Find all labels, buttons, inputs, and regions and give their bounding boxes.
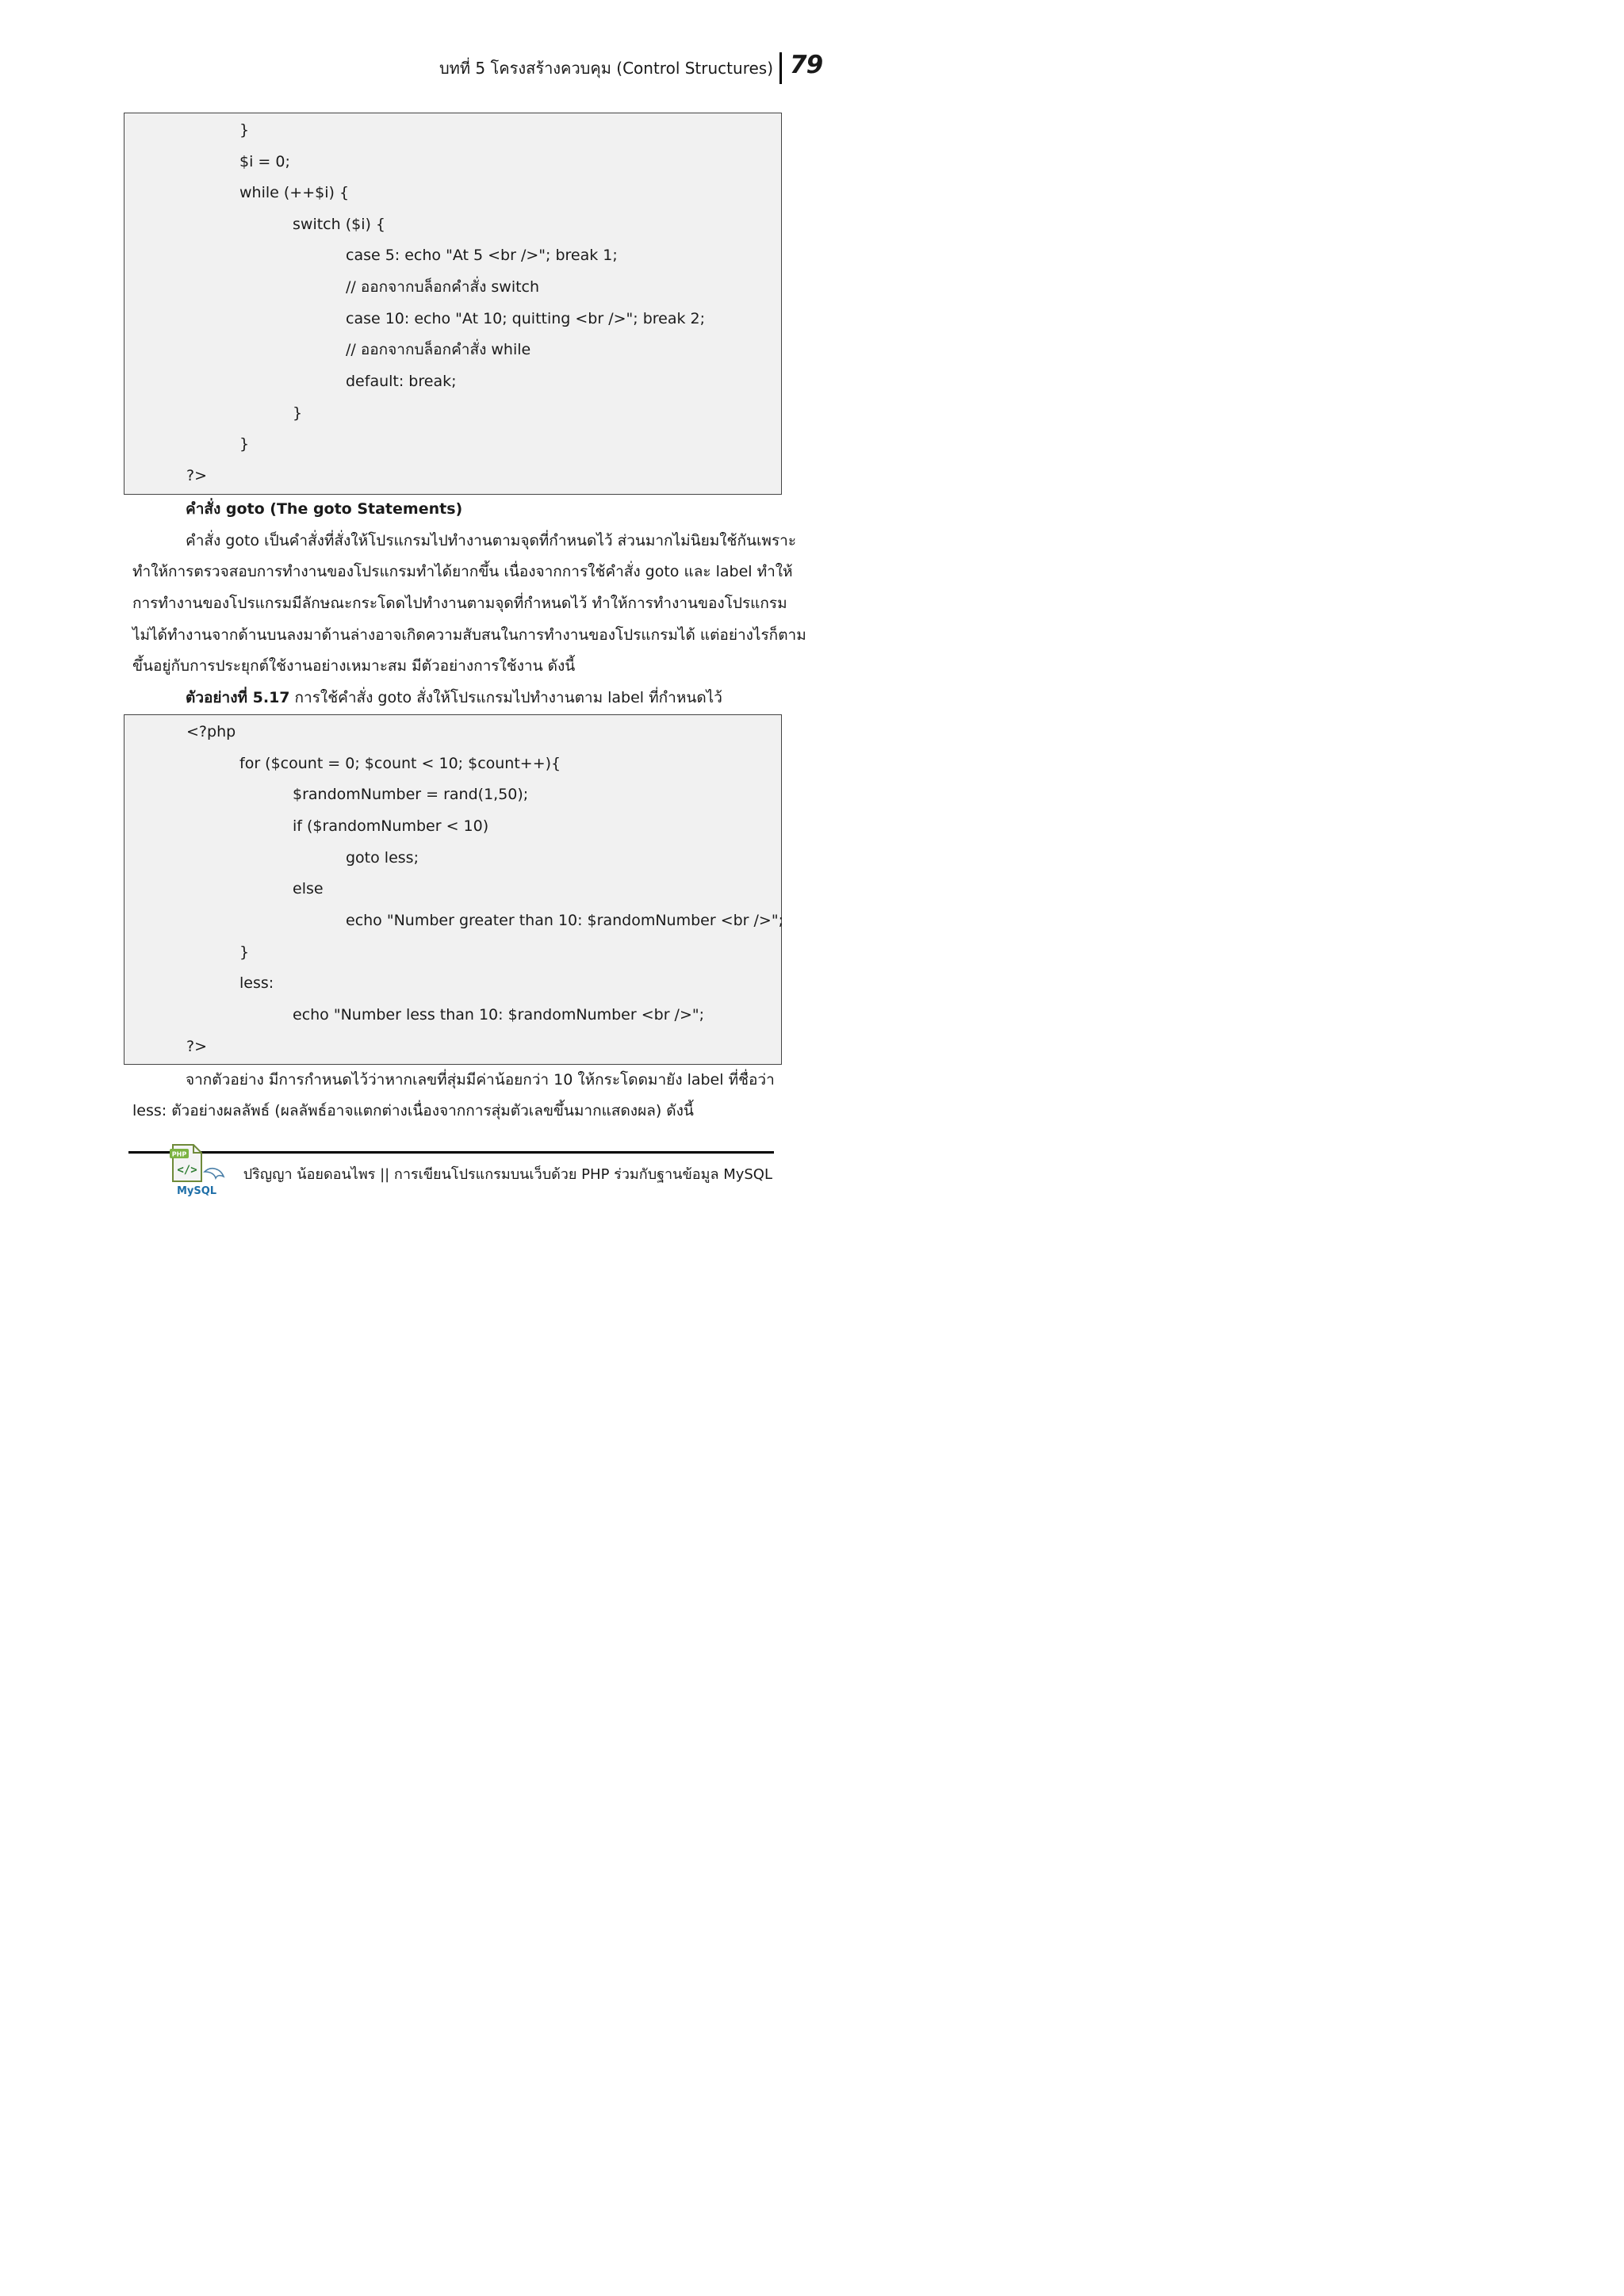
code-line: echo "Number less than 10: $randomNumber <br />"; (293, 1006, 705, 1024)
paragraph-line: ทำให้การตรวจสอบการทำงานของโปรแกรมทำได้ยากขึ้น เนื่องจากการใช้คำสั่ง goto และ label ทำให้ (132, 563, 793, 580)
paragraph-line: จากตัวอย่าง มีการกำหนดไว้ว่าหากเลขที่สุ่มมีค่าน้อยกว่า 10 ให้กระโดดมายัง label ที่ชื่อว่า (186, 1071, 775, 1089)
code-comment: // ออกจากบล็อกคำสั่ง switch (346, 278, 540, 296)
code-line: for ($count = 0; $count < 10; $count++){ (239, 755, 561, 772)
code-line: } (293, 404, 303, 422)
chapter-title: บทที่ 5 โครงสร้างควบคุม (Control Structures) (439, 59, 773, 78)
php-mysql-logo (168, 1142, 232, 1199)
code-line: } (239, 943, 250, 961)
code-line: ?> (186, 1038, 208, 1055)
paragraph-line: ไม่ได้ทำงานจากด้านบนลงมาด้านล่างอาจเกิดความสับสนในการทำงานของโปรแกรมได้ แต่อย่างไรก็ตาม (132, 626, 806, 644)
example-caption (186, 686, 722, 710)
paragraph-line: การทำงานของโปรแกรมมีลักษณะกระโดดไปทำงานตามจุดที่กำหนดไว้ ทำให้การทำงานของโปรแกรม (132, 595, 787, 612)
code-block-1 (124, 113, 782, 495)
code-line: else (293, 880, 324, 897)
code-line: } (239, 121, 250, 139)
example-caption-text: การใช้คำสั่ง goto สั่งให้โปรแกรมไปทำงานตาม label ที่กำหนดไว้ (289, 689, 722, 706)
code-line: less: (239, 974, 274, 992)
code-line: while (++$i) { (239, 184, 350, 201)
code-line: ?> (186, 467, 208, 484)
code-line: case 10: echo "At 10; quitting <br />"; break 2; (346, 310, 706, 327)
header-divider (779, 52, 782, 84)
footer-credit: ปริญญา น้อยดอนไพร || การเขียนโปรแกรมบนเว็บด้วย PHP ร่วมกับฐานข้อมูล MySQL (243, 1166, 772, 1183)
code-line: default: break; (346, 373, 457, 390)
svg-text:</>: </> (177, 1164, 197, 1177)
code-line: if ($randomNumber < 10) (293, 817, 489, 835)
paragraph-line: less: ตัวอย่างผลลัพธ์ (ผลลัพธ์อาจแตกต่างเนื่องจากการสุ่มตัวเลขขึ้นมากแสดงผล) ดังนี้ (132, 1102, 694, 1119)
code-block-2 (124, 714, 782, 1065)
svg-text:PHP: PHP (171, 1150, 187, 1158)
code-line: <?php (186, 723, 236, 740)
paragraph-line: ขึ้นอยู่กับการประยุกต์ใช้งานอย่างเหมาะสม มีตัวอย่างการใช้งาน ดังนี้ (132, 657, 576, 675)
paragraph-line: คำสั่ง goto เป็นคำสั่งที่สั่งให้โปรแกรมไปทำงานตามจุดที่กำหนดไว้ ส่วนมากไม่นิยมใช้กันเพราะ (186, 532, 797, 549)
svg-text:MySQL: MySQL (176, 1185, 217, 1197)
page-header (0, 51, 879, 86)
code-line: case 5: echo "At 5 <br />"; break 1; (346, 247, 618, 264)
code-comment: // ออกจากบล็อกคำสั่ง while (346, 341, 531, 358)
section-heading: คำสั่ง goto (The goto Statements) (186, 500, 463, 518)
code-line: switch ($i) { (293, 216, 386, 233)
page-number: 79 (790, 51, 823, 79)
code-line: $randomNumber = rand(1,50); (293, 786, 529, 803)
example-label: ตัวอย่างที่ 5.17 (186, 689, 290, 706)
code-line: goto less; (346, 849, 419, 867)
code-line: echo "Number greater than 10: $randomNumber <br />"; (346, 912, 783, 929)
code-line: } (239, 435, 250, 453)
code-line: $i = 0; (239, 153, 290, 170)
